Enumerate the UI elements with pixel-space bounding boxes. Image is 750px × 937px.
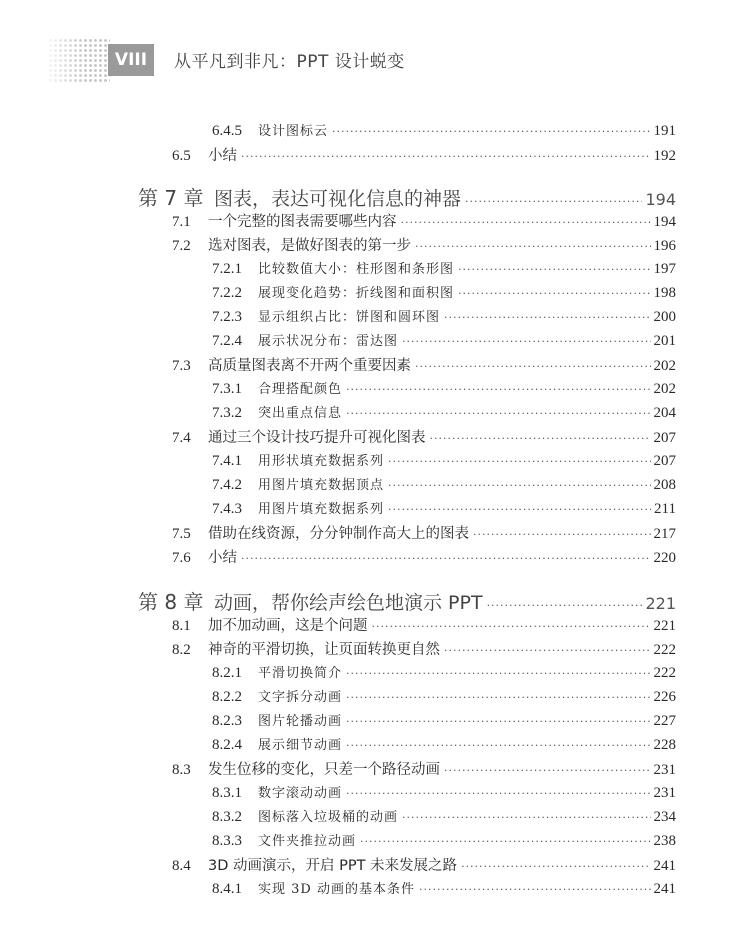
- toc-dot-leader: [332, 125, 650, 138]
- toc-section-entry: [172, 144, 676, 165]
- toc-entry-page: 220: [653, 550, 676, 566]
- toc-entry-title: 文字拆分动画: [258, 690, 343, 705]
- toc-entry-title: 平滑切换简介: [258, 666, 343, 681]
- toc-entry-title: 合理搭配颜色: [258, 382, 343, 397]
- toc-entry-title: 图表，表达可视化信息的神器: [214, 188, 462, 210]
- toc-entry-title: 展现变化趋势：折线图和面积图: [258, 286, 455, 301]
- toc-entry-number: 8.3.1: [212, 785, 242, 801]
- toc-entry-title: 设计图标云: [258, 124, 329, 139]
- toc-subsection-entry: [212, 782, 676, 802]
- toc-entry-number: 第 8 章: [138, 590, 204, 614]
- toc-entry-page: 222: [653, 642, 676, 658]
- toc-entry-page: 192: [653, 148, 676, 164]
- toc-dot-leader: [346, 691, 650, 704]
- toc-entry-number: 7.2.3: [212, 309, 242, 325]
- toc-entry-number: 6.4.5: [212, 123, 242, 139]
- toc-entry-title: 展示细节动画: [258, 738, 343, 753]
- toc-entry-number: 8.4: [172, 858, 191, 874]
- toc-entry-page: 194: [653, 214, 676, 230]
- toc-entry-title: 文件夹推拉动画: [258, 834, 357, 849]
- toc-entry-number: 7.3.1: [212, 381, 242, 397]
- toc-entry-title: 图标落入垃圾桶的动画: [258, 810, 399, 825]
- toc-entry-number: 6.5: [172, 148, 191, 164]
- toc-subsection-entry: [212, 258, 676, 278]
- toc-entry-title: 数字滚动动画: [258, 786, 343, 801]
- toc-subsection-entry: [212, 710, 676, 730]
- toc-entry-page: 201: [653, 333, 676, 349]
- toc-entry-page: 207: [653, 430, 676, 446]
- toc-entry-title: 加不加动画，这是个问题: [208, 618, 368, 634]
- toc-entry-page: 202: [653, 358, 676, 374]
- toc-dot-leader: [402, 811, 650, 824]
- page-header: [0, 0, 750, 100]
- toc-entry-title: 显示组织占比：饼图和圆环图: [258, 310, 441, 325]
- toc-subsection-entry: [212, 306, 676, 326]
- toc-subsection-entry: [212, 686, 676, 706]
- dot-pattern-decoration: [48, 38, 110, 82]
- toc-entry-number: 8.4.1: [212, 881, 242, 897]
- toc-section-entry: [172, 638, 676, 659]
- toc-section-entry: [172, 546, 676, 567]
- toc-entry-title: 一个完整的图表需要哪些内容: [208, 214, 397, 230]
- toc-entry-page: 191: [653, 123, 676, 139]
- toc-dot-leader: [346, 407, 650, 420]
- toc-dot-leader: [415, 240, 651, 253]
- toc-entry-title: 通过三个设计技巧提升可视化图表: [208, 430, 426, 446]
- toc-entry-title: 小结: [208, 550, 237, 566]
- toc-entry-title: 3D 动画演示，开启 PPT 未来发展之路: [208, 858, 458, 874]
- toc-entry-title: 突出重点信息: [258, 406, 343, 421]
- toc-entry-title: 用图片填充数据系列: [258, 502, 385, 517]
- toc-entry-number: 7.2.1: [212, 261, 242, 277]
- toc-entry-number: 7.4: [172, 430, 191, 446]
- toc-dot-leader: [360, 835, 650, 848]
- toc-entry-page: 200: [653, 309, 676, 325]
- toc-entry-page: 204: [653, 405, 676, 421]
- toc-subsection-entry: [212, 662, 676, 682]
- toc-subsection-entry: [212, 330, 676, 350]
- toc-section-entry: [172, 614, 676, 635]
- toc-entry-number: 7.5: [172, 526, 191, 542]
- toc-entry-number: 8.2.2: [212, 689, 242, 705]
- toc-entry-title: 发生位移的变化，只差一个路径动画: [208, 762, 440, 778]
- toc-subsection-entry: [212, 830, 676, 850]
- toc-dot-leader: [458, 287, 650, 300]
- toc-dot-leader: [241, 150, 651, 163]
- toc-entry-page: 231: [653, 785, 676, 801]
- toc-subsection-entry: [212, 282, 676, 302]
- toc-dot-leader: [241, 552, 651, 565]
- running-book-title: 从平凡到非凡：PPT 设计蜕变: [174, 52, 405, 72]
- toc-entry-number: 8.1: [172, 618, 191, 634]
- toc-entry-title: 动画，帮你绘声绘色地演示 PPT: [214, 592, 483, 614]
- toc-dot-leader: [346, 383, 650, 396]
- toc-entry-page: 221: [645, 594, 676, 613]
- toc-entry-number: 7.4.2: [212, 477, 242, 493]
- toc-dot-leader: [461, 860, 650, 873]
- toc-section-entry: [172, 234, 676, 255]
- toc-entry-number: 8.3.3: [212, 833, 242, 849]
- toc-entry-page: 241: [653, 858, 676, 874]
- toc-entry-number: 7.2: [172, 238, 191, 254]
- toc-entry-page: 208: [653, 477, 676, 493]
- toc-entry-title: 实现 3D 动画的基本条件: [258, 882, 415, 897]
- page-number-badge: VIII: [108, 44, 154, 76]
- toc-dot-leader: [402, 335, 650, 348]
- toc-section-entry: [172, 854, 676, 875]
- toc-entry-title: 选对图表，是做好图表的第一步: [208, 238, 411, 254]
- toc-dot-leader: [419, 883, 651, 896]
- toc-entry-page: 241: [653, 881, 676, 897]
- toc-subsection-entry: [212, 378, 676, 398]
- toc-entry-page: 202: [653, 381, 676, 397]
- toc-entry-number: 8.2: [172, 642, 191, 658]
- toc-section-entry: [172, 758, 676, 779]
- toc-entry-page: 194: [645, 190, 676, 209]
- toc-entry-title: 用图片填充数据顶点: [258, 478, 385, 493]
- toc-dot-leader: [346, 667, 650, 680]
- toc-subsection-entry: [212, 120, 676, 140]
- toc-entry-number: 8.2.4: [212, 737, 242, 753]
- toc-section-entry: [172, 210, 676, 231]
- toc-dot-leader: [346, 739, 650, 752]
- toc-entry-title: 图片轮播动画: [258, 714, 343, 729]
- toc-entry-title: 小结: [208, 148, 237, 164]
- toc-subsection-entry: [212, 806, 676, 826]
- toc-entry-title: 比较数值大小：柱形图和条形图: [258, 262, 455, 277]
- toc-dot-leader: [388, 479, 650, 492]
- toc-entry-page: 207: [653, 453, 676, 469]
- toc-entry-page: 238: [653, 833, 676, 849]
- toc-subsection-entry: [212, 402, 676, 422]
- toc-entry-page: 196: [653, 238, 676, 254]
- toc-dot-leader: [444, 764, 651, 777]
- toc-entry-page: 198: [653, 285, 676, 301]
- toc-entry-page: 217: [653, 526, 676, 542]
- toc-entry-number: 7.3.2: [212, 405, 242, 421]
- toc-subsection-entry: [212, 474, 676, 494]
- toc-subsection-entry: [212, 450, 676, 470]
- toc-entry-page: 197: [653, 261, 676, 277]
- toc-dot-leader: [473, 528, 651, 541]
- toc-chapter-entry: [138, 182, 676, 211]
- toc-dot-leader: [415, 360, 651, 373]
- toc-section-entry: [172, 522, 676, 543]
- toc-subsection-entry: [212, 878, 676, 898]
- toc-entry-number: 7.3: [172, 358, 191, 374]
- toc-entry-page: 211: [654, 501, 676, 517]
- toc-section-entry: [172, 354, 676, 375]
- toc-chapter-entry: [138, 586, 676, 615]
- toc-entry-title: 展示状况分布：雷达图: [258, 334, 399, 349]
- toc-entry-number: 7.4.3: [212, 501, 242, 517]
- toc-entry-title: 用形状填充数据系列: [258, 454, 385, 469]
- toc-entry-title: 借助在线资源，分分钟制作高大上的图表: [208, 526, 469, 542]
- toc-entry-number: 8.2.3: [212, 713, 242, 729]
- toc-entry-number: 第 7 章: [138, 186, 204, 210]
- toc-entry-page: 221: [653, 618, 676, 634]
- toc-entry-number: 7.2.4: [212, 333, 242, 349]
- toc-entry-page: 222: [653, 665, 676, 681]
- toc-entry-title: 神奇的平滑切换，让页面转换更自然: [208, 642, 440, 658]
- toc-subsection-entry: [212, 734, 676, 754]
- toc-dot-leader: [388, 503, 651, 516]
- toc-dot-leader: [444, 644, 651, 657]
- toc-dot-leader: [458, 263, 650, 276]
- toc-entry-number: 8.3.2: [212, 809, 242, 825]
- toc-entry-page: 226: [653, 689, 676, 705]
- toc-subsection-entry: [212, 498, 676, 518]
- toc-dot-leader: [465, 195, 642, 208]
- toc-dot-leader: [346, 715, 650, 728]
- toc-dot-leader: [372, 620, 651, 633]
- toc-dot-leader: [430, 432, 651, 445]
- toc-dot-leader: [487, 599, 643, 612]
- toc-entry-page: 231: [653, 762, 676, 778]
- toc-entry-page: 228: [653, 737, 676, 753]
- toc-entry-number: 7.4.1: [212, 453, 242, 469]
- toc-entry-page: 227: [653, 713, 676, 729]
- toc-entry-number: 7.1: [172, 214, 191, 230]
- toc-entry-number: 8.3: [172, 762, 191, 778]
- toc-dot-leader: [444, 311, 650, 324]
- toc-entry-page: 234: [653, 809, 676, 825]
- toc-dot-leader: [401, 216, 651, 229]
- toc-dot-leader: [388, 455, 650, 468]
- toc-section-entry: [172, 426, 676, 447]
- toc-dot-leader: [346, 787, 650, 800]
- toc-entry-number: 7.6: [172, 550, 191, 566]
- toc-entry-number: 8.2.1: [212, 665, 242, 681]
- toc-entry-number: 7.2.2: [212, 285, 242, 301]
- toc-entry-title: 高质量图表离不开两个重要因素: [208, 358, 411, 374]
